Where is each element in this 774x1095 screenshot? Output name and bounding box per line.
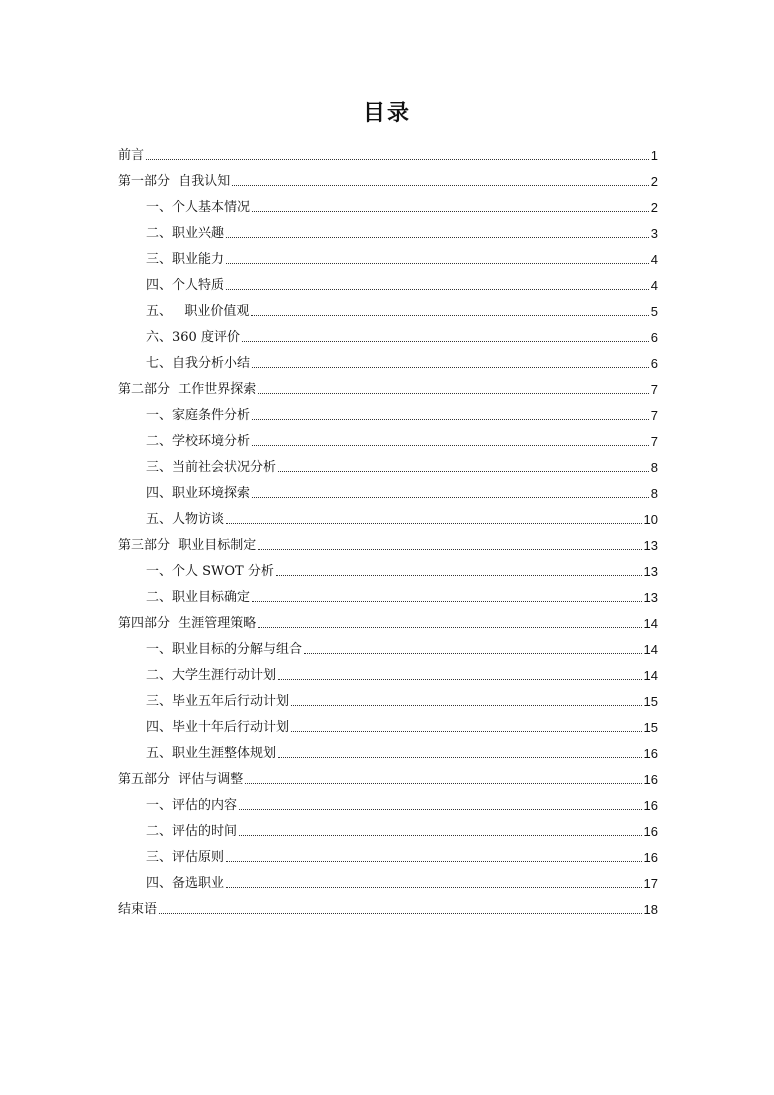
toc-entry-page-number: 10 [643, 512, 658, 527]
toc-entry[interactable] [118, 450, 658, 476]
toc-entry-title: 一、评估的内容 [146, 798, 238, 813]
toc-dot-leader [252, 210, 649, 212]
toc-entry-title: 第五部分 评估与调整 [118, 772, 244, 787]
toc-entry-page-number: 13 [643, 564, 658, 579]
toc-entry-title: 前言 [118, 148, 145, 163]
toc-entry[interactable] [118, 554, 658, 580]
toc-entry-page-number: 17 [643, 876, 658, 891]
table-of-contents [118, 138, 658, 918]
toc-entry-page-number: 7 [650, 408, 658, 423]
toc-entry-page-number: 16 [643, 824, 658, 839]
toc-dot-leader [276, 574, 642, 576]
toc-entry-page-number: 13 [643, 538, 658, 553]
toc-entry-page-number: 15 [643, 720, 658, 735]
toc-entry-title: 三、当前社会状况分析 [146, 460, 277, 475]
toc-dot-leader [258, 626, 641, 628]
toc-entry[interactable] [118, 242, 658, 268]
toc-entry-title: 第二部分 工作世界探索 [118, 382, 257, 397]
toc-dot-leader [226, 522, 642, 524]
toc-entry-page-number: 2 [650, 174, 658, 189]
toc-entry-title: 一、家庭条件分析 [146, 408, 251, 423]
toc-dot-leader [245, 782, 641, 784]
toc-dot-leader [278, 756, 642, 758]
toc-dot-leader [146, 158, 649, 160]
toc-dot-leader [291, 730, 642, 732]
toc-entry[interactable] [118, 632, 658, 658]
toc-entry[interactable] [118, 606, 658, 632]
toc-entry-page-number: 14 [643, 668, 658, 683]
toc-entry[interactable] [118, 320, 658, 346]
toc-entry[interactable] [118, 476, 658, 502]
toc-entry-title: 四、个人特质 [146, 278, 225, 293]
toc-dot-leader [278, 678, 642, 680]
toc-entry-title: 二、评估的时间 [146, 824, 238, 839]
toc-entry-page-number: 6 [650, 356, 658, 371]
toc-entry[interactable] [118, 762, 658, 788]
toc-entry[interactable] [118, 736, 658, 762]
toc-entry-page-number: 7 [650, 382, 658, 397]
toc-entry[interactable] [118, 346, 658, 372]
toc-dot-leader [226, 886, 642, 888]
toc-entry[interactable] [118, 372, 658, 398]
toc-entry-page-number: 14 [643, 642, 658, 657]
toc-entry-page-number: 16 [643, 746, 658, 761]
toc-entry-page-number: 14 [643, 616, 658, 631]
toc-entry-title: 三、评估原则 [146, 850, 225, 865]
toc-entry-title: 五、职业生涯整体规划 [146, 746, 277, 761]
toc-entry[interactable] [118, 658, 658, 684]
toc-dot-leader [226, 860, 642, 862]
toc-entry-page-number: 8 [650, 486, 658, 501]
toc-dot-leader [239, 834, 642, 836]
toc-entry-page-number: 1 [650, 148, 658, 163]
toc-dot-leader [252, 418, 649, 420]
toc-entry-title: 二、职业兴趣 [146, 226, 225, 241]
toc-entry-page-number: 4 [650, 278, 658, 293]
toc-dot-leader [304, 652, 642, 654]
toc-entry-title: 五、人物访谈 [146, 512, 225, 527]
toc-entry-title: 三、毕业五年后行动计划 [146, 694, 290, 709]
toc-entry-page-number: 4 [650, 252, 658, 267]
toc-dot-leader [232, 184, 649, 186]
toc-entry-page-number: 18 [643, 902, 658, 917]
toc-entry-title: 五、 职业价值观 [146, 304, 250, 319]
toc-entry-title: 二、大学生涯行动计划 [146, 668, 277, 683]
toc-dot-leader [252, 444, 649, 446]
toc-entry[interactable] [118, 892, 658, 918]
toc-entry-page-number: 13 [643, 590, 658, 605]
toc-entry-page-number: 16 [643, 798, 658, 813]
toc-dot-leader [258, 548, 641, 550]
toc-dot-leader [159, 912, 642, 914]
toc-entry-page-number: 3 [650, 226, 658, 241]
toc-entry-title: 六、360 度评价 [146, 330, 240, 345]
toc-entry[interactable] [118, 684, 658, 710]
toc-entry-title: 四、备选职业 [146, 876, 225, 891]
toc-entry[interactable] [118, 190, 658, 216]
toc-entry-title: 结束语 [118, 902, 158, 917]
toc-entry[interactable] [118, 164, 658, 190]
toc-dot-leader [252, 496, 649, 498]
toc-entry[interactable] [118, 424, 658, 450]
toc-entry[interactable] [118, 216, 658, 242]
toc-dot-leader [226, 288, 649, 290]
toc-dot-leader [226, 262, 649, 264]
toc-entry[interactable] [118, 814, 658, 840]
toc-entry-page-number: 7 [650, 434, 658, 449]
toc-entry-title: 二、职业目标确定 [146, 590, 251, 605]
toc-entry-page-number: 16 [643, 772, 658, 787]
toc-entry-title: 四、职业环境探索 [146, 486, 251, 501]
toc-entry[interactable] [118, 294, 658, 320]
toc-dot-leader [252, 366, 649, 368]
toc-dot-leader [242, 340, 649, 342]
toc-entry[interactable] [118, 268, 658, 294]
toc-entry-title: 四、毕业十年后行动计划 [146, 720, 290, 735]
toc-entry[interactable] [118, 788, 658, 814]
page-title: 目录 [362, 100, 411, 126]
toc-entry[interactable] [118, 528, 658, 554]
toc-entry[interactable] [118, 138, 658, 164]
toc-dot-leader [252, 600, 642, 602]
toc-entry[interactable] [118, 710, 658, 736]
toc-entry-page-number: 5 [650, 304, 658, 319]
toc-dot-leader [291, 704, 642, 706]
toc-entry-title: 七、自我分析小结 [146, 356, 251, 371]
toc-entry[interactable] [118, 398, 658, 424]
toc-dot-leader [239, 808, 642, 810]
toc-entry-title: 一、个人基本情况 [146, 200, 251, 215]
toc-entry[interactable] [118, 502, 658, 528]
toc-entry[interactable] [118, 840, 658, 866]
toc-entry[interactable] [118, 866, 658, 892]
toc-entry-page-number: 8 [650, 460, 658, 475]
toc-dot-leader [226, 236, 649, 238]
toc-entry-title: 第一部分 自我认知 [118, 174, 231, 189]
toc-entry-page-number: 2 [650, 200, 658, 215]
toc-entry-title: 二、学校环境分析 [146, 434, 251, 449]
toc-entry-page-number: 16 [643, 850, 658, 865]
toc-entry-page-number: 6 [650, 330, 658, 345]
toc-entry-title: 第三部分 职业目标制定 [118, 538, 257, 553]
toc-entry-title: 第四部分 生涯管理策略 [118, 616, 257, 631]
toc-dot-leader [258, 392, 649, 394]
toc-entry-title: 三、职业能力 [146, 252, 225, 267]
toc-dot-leader [251, 314, 648, 316]
toc-entry-title: 一、职业目标的分解与组合 [146, 642, 303, 657]
toc-entry-title: 一、个人 SWOT 分析 [146, 564, 274, 579]
toc-entry[interactable] [118, 580, 658, 606]
toc-entry-page-number: 15 [643, 694, 658, 709]
toc-dot-leader [278, 470, 649, 472]
